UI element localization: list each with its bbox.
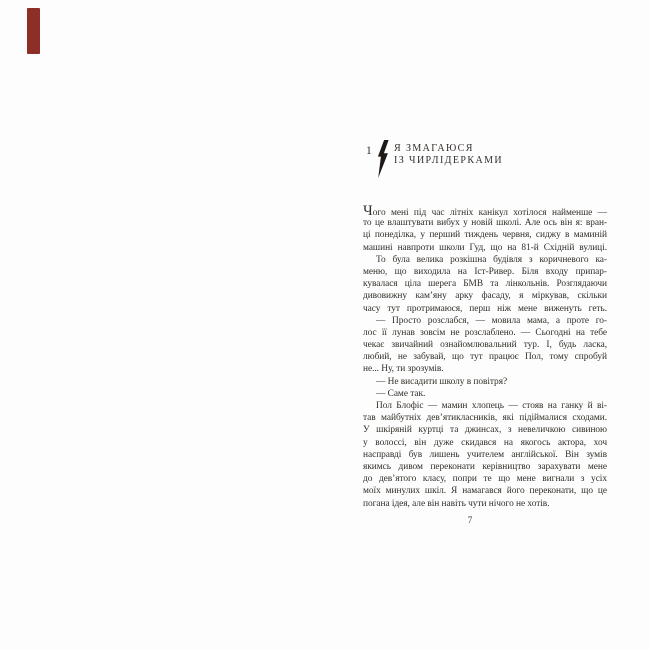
text-line: тав майбутніх дев’ятикласників, які підіймалися сходами. [363, 413, 607, 424]
drop-cap: Ч [363, 203, 373, 219]
lightning-bolt-icon [377, 140, 389, 178]
page-number: 7 [467, 516, 473, 526]
text-line: У шкіряній куртці та джинсах, з невеличкою сивиною [363, 425, 607, 436]
text-line: то це влаштувати вибух у новій школі. Але ось він я: вран- [363, 218, 607, 229]
bookmark-ribbon [27, 8, 40, 54]
text-line: чекає звичайний ознайомлювальний тур. І, будь ласка, [363, 340, 607, 351]
book-page [363, 0, 607, 650]
text-line: якимсь дивом переконати керівництво зарахувати мене [363, 461, 607, 472]
text-line: насправді був лишень учителем англійської. Він зумів [363, 449, 607, 460]
text-line: кувалася ціла шерега БМВ та лінкольнів. Розглядаючи [363, 279, 607, 290]
text-line: часу тут протримаюся, перш ніж мене виженуть геть. [363, 303, 607, 314]
chapter-title-line1: Я ЗМАГАЮСЯ [394, 143, 474, 154]
text-line: дивовижну кам’яну арку фасаду, я міркував, скільки [363, 291, 607, 302]
text-line: любий, не забувай, що тут працює Пол, тому спробуй [363, 352, 607, 363]
body-text [363, 205, 607, 510]
text-line: То була велика розкішна будівля з коричневого ка- [376, 254, 607, 265]
text-line: машині навпроти школи Гуд, що на 81-й Східній вулиці. [363, 242, 607, 253]
text-line: погана ідея, але він навіть чути нічого не хотів. [363, 498, 550, 509]
text-line: — Просто розслабся, — мовила мама, а проте го- [376, 315, 607, 326]
text-line: — Не висадити школу в повітря? [376, 376, 508, 387]
text-line: до дев’ятого класу, попри те що мене вигнали з усіх [363, 474, 607, 485]
chapter-title [394, 143, 503, 166]
text-line: Пол Блофіс — мамин хлопець — стояв на ганку й ві- [376, 401, 607, 411]
text-line: у волоссі, він дуже скидався на якогось актора, хоч [363, 437, 607, 448]
text-line: моїх минулих шкіл. Я намагався його переконати, що це [363, 486, 607, 497]
chapter-heading [363, 139, 607, 181]
text-line: Чого мені під час літніх канікул хотілося найменше — [363, 203, 607, 219]
text-line: меню, що виходила на Іст-Ривер. Біля входу припар- [363, 266, 607, 277]
text-line: ці понеділка, у перший тиждень червня, сиджу в маминій [363, 230, 607, 241]
chapter-number: 1 [366, 145, 373, 157]
chapter-title-line2: ІЗ ЧИРЛІДЕРКАМИ [394, 154, 503, 166]
text-line: не... Ну, ти зрозумів. [363, 364, 444, 375]
text-line: лос її лунав зовсім не розслаблено. — Сьогодні на тебе [363, 327, 607, 338]
text-line: — Саме так. [376, 388, 426, 399]
